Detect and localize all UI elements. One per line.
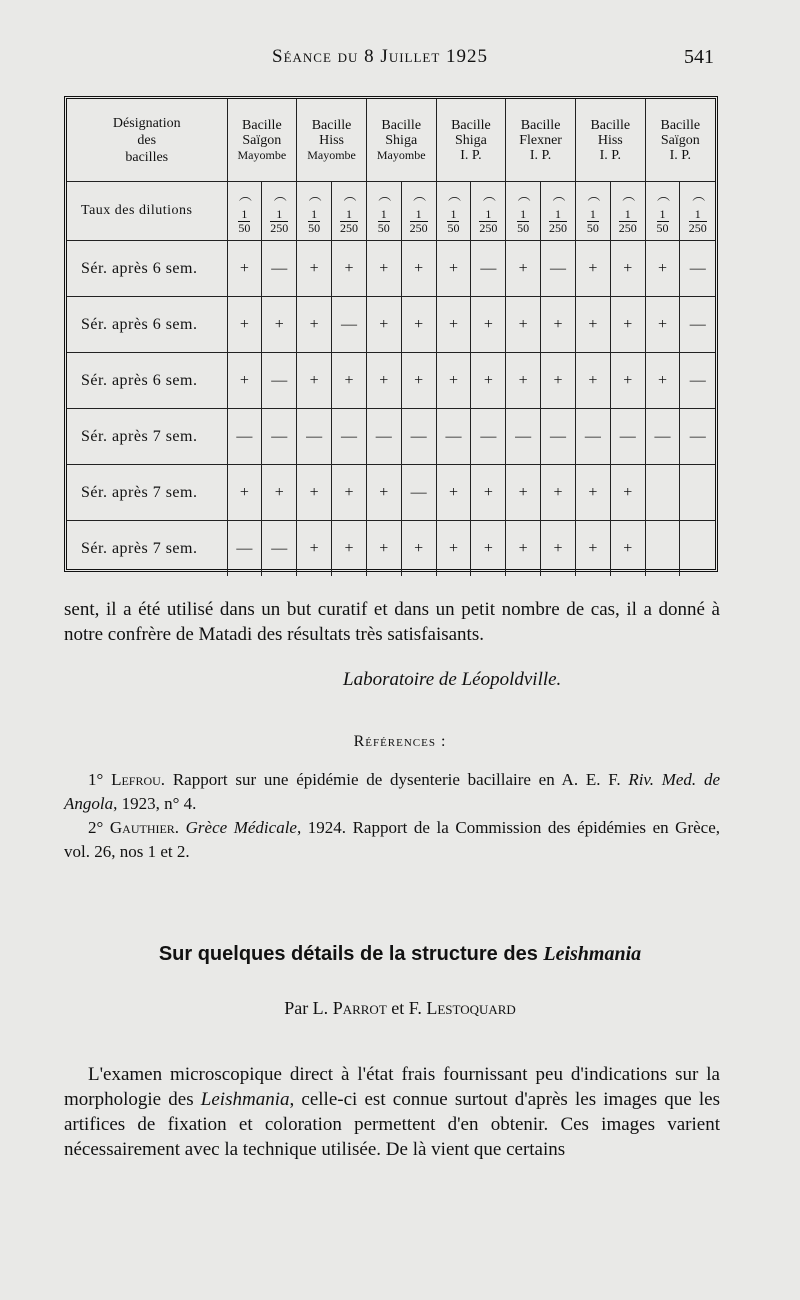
dilution-cell [541, 182, 576, 241]
column-header [506, 99, 576, 182]
result-cell: + [401, 521, 436, 577]
brace-mark: ︵ [552, 188, 564, 203]
dilution-cell [332, 182, 367, 241]
result-cell: + [227, 353, 262, 409]
row-label: Sér. après 6 sem. [67, 241, 227, 297]
dilution-table-frame [64, 96, 718, 572]
result-cell: + [262, 297, 297, 353]
fraction-denominator: 250 [409, 221, 428, 235]
fraction-denominator: 50 [308, 221, 321, 235]
p2-start: L'examen microscopique direct à l'état frais fournissant peu d'indications sur la morphologie des [64, 1064, 720, 1110]
row-label: Sér. après 7 sem. [67, 465, 227, 521]
result-cell: + [436, 297, 471, 353]
designation-line-1: Désignation [112, 115, 181, 131]
result-cell: + [332, 465, 367, 521]
article-title [0, 943, 800, 966]
result-cell: — [680, 297, 715, 353]
result-cell: + [506, 297, 541, 353]
fraction-denominator: 50 [586, 221, 599, 235]
result-cell: + [366, 297, 401, 353]
result-cell: — [297, 409, 332, 465]
p2-italic: Leishmania [200, 1089, 290, 1110]
col-type: Shiga [385, 132, 418, 148]
references-list [64, 768, 720, 864]
col-origin: I. P. [599, 147, 621, 163]
result-cell: + [541, 465, 576, 521]
brace-mark: ︵ [343, 188, 355, 203]
column-header [645, 99, 715, 182]
result-cell: — [332, 297, 367, 353]
brace-mark: ︵ [238, 188, 250, 203]
result-cell: + [506, 241, 541, 297]
result-cell: + [471, 353, 506, 409]
running-head: Séance du 8 Juillet 1925 [272, 46, 489, 67]
result-cell: + [366, 521, 401, 577]
result-cell [680, 465, 715, 521]
ref-text: Rapport sur une épidémie de dysenterie bacillaire en A. E. F. [165, 770, 629, 789]
dilution-label: Taux des dilutions [67, 182, 227, 241]
result-cell: — [575, 409, 610, 465]
fraction-numerator: 1 [549, 208, 567, 222]
dilution-cell [471, 182, 506, 241]
fraction-numerator: 1 [689, 208, 707, 222]
dilution-cell [297, 182, 332, 241]
brace-mark: ︵ [308, 188, 320, 203]
article-authors [0, 998, 800, 1019]
page-number: 541 [684, 46, 714, 68]
row-label: Sér. après 6 sem. [67, 353, 227, 409]
brace-mark: ︵ [273, 188, 285, 203]
fraction-denominator: 250 [549, 221, 568, 235]
result-cell: + [471, 297, 506, 353]
result-cell: + [506, 521, 541, 577]
result-cell: + [401, 297, 436, 353]
table-header-row [67, 99, 715, 182]
dilution-cell [227, 182, 262, 241]
dilution-row [67, 182, 715, 241]
column-header [575, 99, 645, 182]
ref-num: 2° [88, 818, 104, 837]
references-title: Références : [353, 733, 447, 750]
table-row [67, 465, 715, 521]
col-name: Bacille [520, 117, 561, 133]
dilution-fraction [619, 208, 637, 235]
result-cell: — [262, 409, 297, 465]
result-cell: + [575, 465, 610, 521]
row-label: Sér. après 7 sem. [67, 521, 227, 577]
table-row [67, 297, 715, 353]
fraction-denominator: 50 [447, 221, 460, 235]
p2-end: , celle-ci est connue surtout d'après les images que les artifices de fixation et coloration permettent d'en obtenir. Ces images varient nécessairement avec la technique utilisée. De là vient que certains [64, 1089, 720, 1160]
col-type: Saïgon [242, 132, 282, 148]
fraction-numerator: 1 [308, 208, 320, 222]
result-cell: — [227, 521, 262, 577]
col-origin: I. P. [669, 147, 692, 163]
result-cell: — [366, 409, 401, 465]
dilution-table [67, 99, 715, 576]
table-row [67, 521, 715, 577]
result-cell: + [227, 465, 262, 521]
dilution-fraction [657, 208, 669, 235]
fraction-numerator: 1 [479, 208, 497, 222]
result-cell: + [541, 297, 576, 353]
dilution-fraction [447, 208, 459, 235]
dilution-cell [262, 182, 297, 241]
row-label: Sér. après 6 sem. [67, 297, 227, 353]
column-header [436, 99, 506, 182]
result-cell: — [680, 241, 715, 297]
result-cell: + [401, 353, 436, 409]
dilution-fraction [308, 208, 320, 235]
result-cell: + [262, 465, 297, 521]
dilution-fraction [238, 208, 250, 235]
col-type: Shiga [454, 132, 487, 148]
dilution-cell [436, 182, 471, 241]
result-cell: — [436, 409, 471, 465]
ref-journal: Grèce Médicale [185, 818, 297, 837]
dilution-fraction [270, 208, 288, 235]
brace-mark: ︵ [587, 188, 599, 203]
result-cell: + [575, 353, 610, 409]
result-cell: + [297, 297, 332, 353]
result-cell: — [401, 465, 436, 521]
result-cell: — [645, 409, 680, 465]
result-cell: — [506, 409, 541, 465]
dilution-cell [401, 182, 436, 241]
dilution-fraction [517, 208, 529, 235]
fraction-denominator: 250 [688, 221, 707, 235]
result-cell: — [262, 353, 297, 409]
fraction-numerator: 1 [340, 208, 358, 222]
reference-item [64, 816, 720, 864]
row-label: Sér. après 7 sem. [67, 409, 227, 465]
result-cell: + [471, 465, 506, 521]
result-cell: — [541, 409, 576, 465]
result-cell [645, 465, 680, 521]
result-cell: + [575, 521, 610, 577]
result-cell: + [610, 353, 645, 409]
col-type: Hiss [597, 132, 623, 148]
brace-mark: ︵ [657, 188, 669, 203]
ref-author: Lefrou. [111, 770, 166, 789]
fraction-numerator: 1 [587, 208, 599, 222]
brace-mark: ︵ [413, 188, 425, 203]
laboratory-signature: Laboratoire de Léopoldville. [343, 669, 562, 690]
result-cell: — [262, 241, 297, 297]
dilution-fraction [479, 208, 497, 235]
result-cell: + [227, 297, 262, 353]
result-cell: + [610, 241, 645, 297]
result-cell: + [610, 521, 645, 577]
brace-mark: ︵ [692, 188, 704, 203]
fraction-numerator: 1 [410, 208, 428, 222]
dilution-fraction [340, 208, 358, 235]
result-cell: + [610, 297, 645, 353]
result-cell: + [297, 465, 332, 521]
result-cell: + [436, 241, 471, 297]
dilution-cell [610, 182, 645, 241]
fraction-denominator: 250 [270, 221, 289, 235]
author-1: Parrot [332, 998, 387, 1018]
dilution-fraction [378, 208, 390, 235]
result-cell: + [366, 241, 401, 297]
col-type: Hiss [319, 132, 344, 148]
table-row [67, 241, 715, 297]
fraction-numerator: 1 [619, 208, 637, 222]
article-paragraph [64, 1062, 720, 1162]
ref-author: Gauthier. [109, 818, 180, 837]
result-cell [680, 521, 715, 577]
result-cell: + [471, 521, 506, 577]
col-origin: Mayombe [237, 147, 287, 162]
title-prefix: Sur quelques détails de la structure des [158, 943, 544, 965]
dilution-cell [575, 182, 610, 241]
dilution-fraction [689, 208, 707, 235]
brace-mark: ︵ [517, 188, 529, 203]
result-cell: — [541, 241, 576, 297]
col-name: Bacille [311, 117, 352, 133]
col-origin: I. P. [529, 147, 552, 163]
result-cell: + [645, 241, 680, 297]
brace-mark: ︵ [447, 188, 459, 203]
column-header [366, 99, 436, 182]
result-cell: + [506, 465, 541, 521]
fraction-denominator: 50 [517, 221, 530, 235]
result-cell: + [297, 241, 332, 297]
result-cell: — [471, 241, 506, 297]
result-cell: — [471, 409, 506, 465]
fraction-numerator: 1 [238, 208, 250, 222]
authors-mid: et F. [386, 998, 427, 1018]
result-cell: — [227, 409, 262, 465]
brace-mark: ︵ [482, 188, 494, 203]
col-name: Bacille [451, 117, 491, 133]
col-type: Flexner [519, 132, 562, 148]
table-row [67, 353, 715, 409]
col-origin: Mayombe [376, 147, 426, 162]
column-header [297, 99, 367, 182]
fraction-numerator: 1 [517, 208, 529, 222]
col-name: Bacille [381, 117, 422, 133]
dilution-cell [366, 182, 401, 241]
result-cell: + [436, 465, 471, 521]
fraction-numerator: 1 [447, 208, 459, 222]
ref-tail: , 1924. Rapport de la Commission des épidémies en Grèce, vol. 26, nos 1 et 2. [64, 818, 721, 861]
brace-mark: ︵ [622, 188, 634, 203]
col-origin: I. P. [460, 147, 482, 163]
authors-prefix: Par L. [284, 998, 333, 1018]
dilution-cell [680, 182, 715, 241]
result-cell: + [332, 353, 367, 409]
result-cell: + [541, 521, 576, 577]
dilution-fraction [587, 208, 599, 235]
col-name: Bacille [242, 117, 282, 133]
result-cell: — [610, 409, 645, 465]
result-cell: + [332, 241, 367, 297]
col-name: Bacille [590, 117, 631, 133]
result-cell [645, 521, 680, 577]
result-cell: + [610, 465, 645, 521]
dilution-fraction [549, 208, 567, 235]
result-cell: + [297, 353, 332, 409]
ref-tail: , 1923, n° 4. [113, 794, 197, 813]
dilution-fraction [410, 208, 428, 235]
fraction-denominator: 50 [656, 221, 669, 235]
result-cell: + [541, 353, 576, 409]
result-cell: + [366, 465, 401, 521]
ref-journal: Riv. Med. de Angola [64, 770, 720, 813]
result-cell: + [401, 241, 436, 297]
result-cell: — [262, 521, 297, 577]
fraction-numerator: 1 [657, 208, 669, 222]
fraction-denominator: 50 [238, 221, 251, 235]
result-cell: + [575, 297, 610, 353]
col-origin: Mayombe [307, 147, 356, 162]
title-italic: Leishmania [543, 943, 642, 965]
fraction-denominator: 50 [377, 221, 390, 235]
col-type: Saïgon [660, 132, 700, 148]
designation-line-3: bacilles [125, 149, 169, 165]
result-cell: + [645, 353, 680, 409]
result-cell: + [436, 353, 471, 409]
fraction-denominator: 250 [339, 221, 358, 235]
result-cell: + [575, 241, 610, 297]
designation-header [67, 99, 227, 182]
result-cell: + [506, 353, 541, 409]
result-cell: — [332, 409, 367, 465]
column-header [227, 99, 297, 182]
fraction-denominator: 250 [479, 221, 498, 235]
result-cell: + [645, 297, 680, 353]
result-cell: — [401, 409, 436, 465]
fraction-numerator: 1 [378, 208, 390, 222]
designation-line-2: des [137, 132, 157, 148]
dilution-cell [506, 182, 541, 241]
paragraph-continuation: sent, il a été utilisé dans un but curatif et dans un petit nombre de cas, il a donné à notre confrère de Matadi des résultats très satisfaisants. [64, 599, 720, 645]
result-cell: + [436, 521, 471, 577]
author-2: Lestoquard [426, 998, 516, 1018]
result-cell: — [680, 353, 715, 409]
dilution-cell [645, 182, 680, 241]
brace-mark: ︵ [378, 188, 390, 203]
fraction-numerator: 1 [270, 208, 288, 222]
result-cell: + [332, 521, 367, 577]
result-cell: — [680, 409, 715, 465]
table-row [67, 409, 715, 465]
reference-item [64, 768, 720, 816]
page-header [0, 46, 800, 74]
result-cell: + [366, 353, 401, 409]
result-cell: + [227, 241, 262, 297]
ref-num: 1° [88, 770, 104, 789]
col-name: Bacille [660, 117, 701, 133]
result-cell: + [297, 521, 332, 577]
fraction-denominator: 250 [618, 221, 637, 235]
